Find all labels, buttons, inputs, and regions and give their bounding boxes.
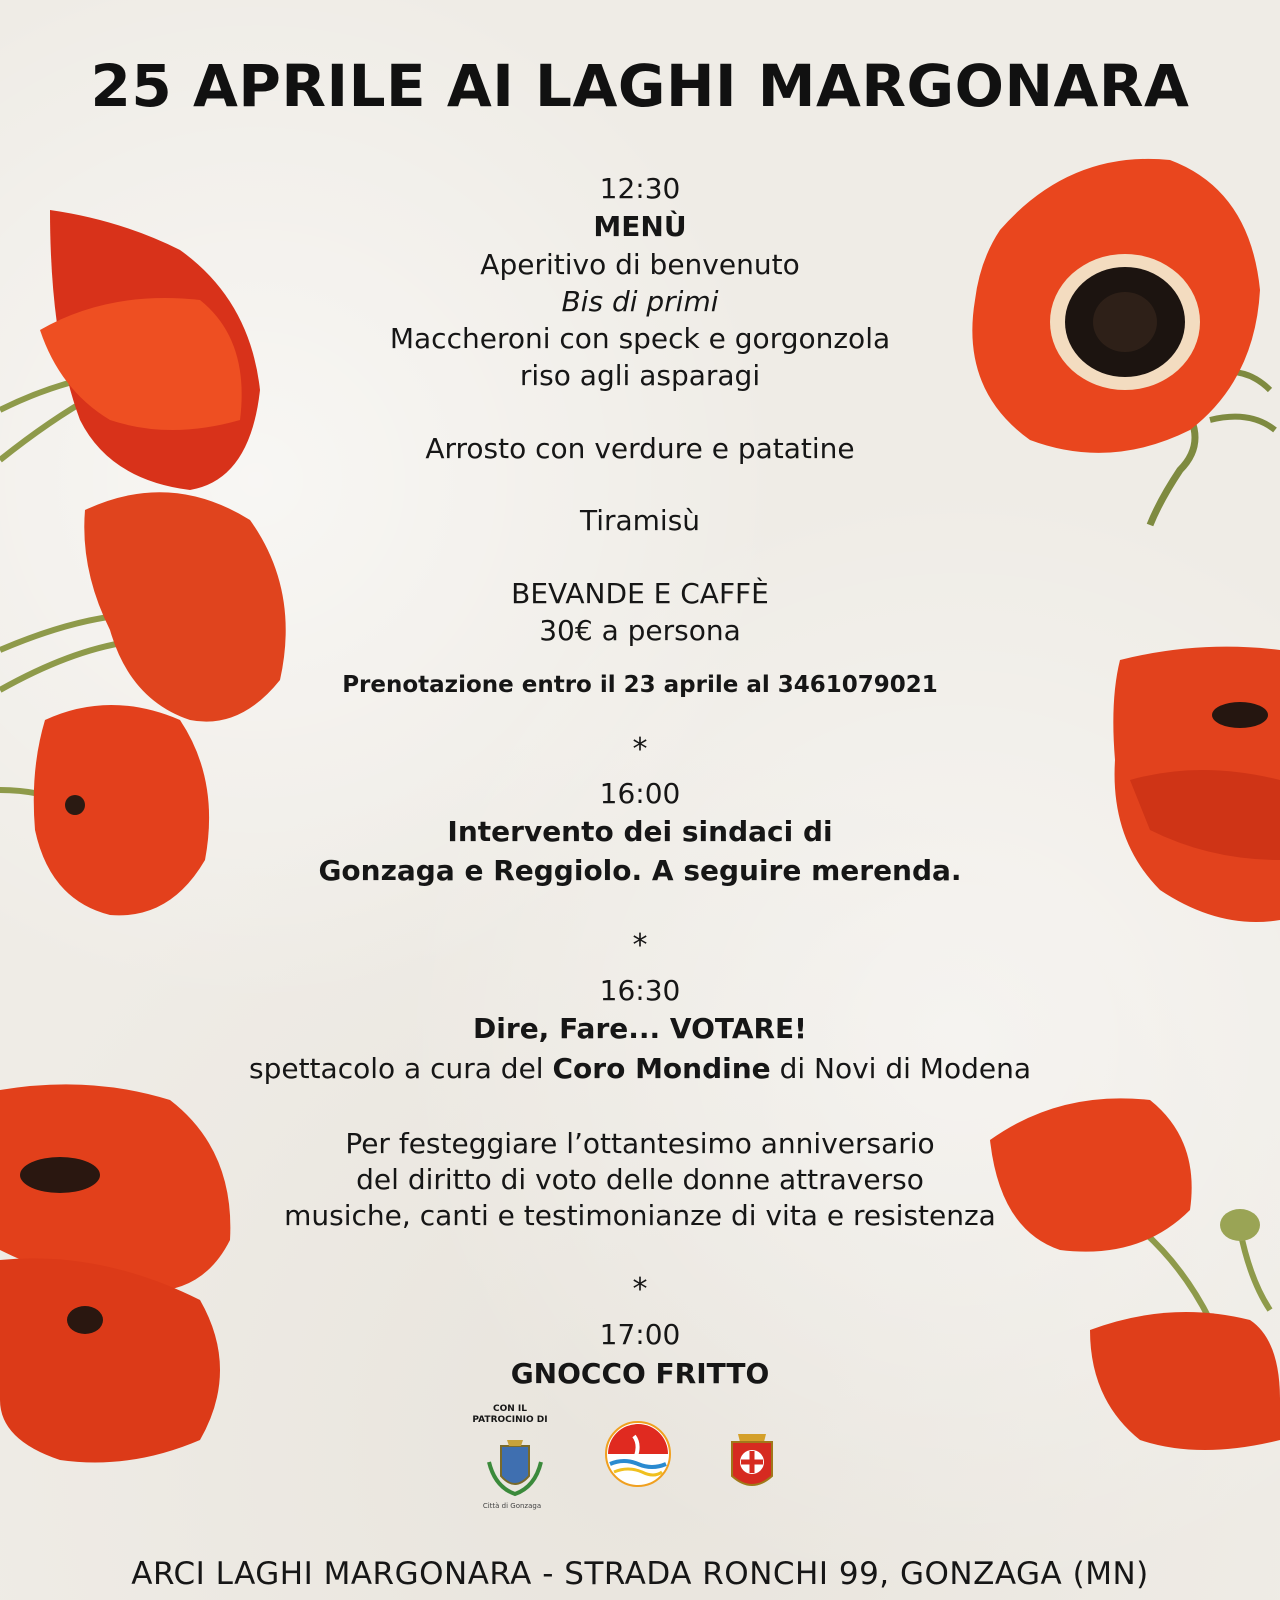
menu-item: Tiramisù xyxy=(579,504,701,537)
snack-time: 17:00 xyxy=(599,1318,681,1351)
speech-time: 16:00 xyxy=(599,777,681,810)
show-time: 16:30 xyxy=(599,974,681,1007)
speech-line: Gonzaga e Reggiolo. A seguire merenda. xyxy=(318,854,962,887)
menu-item: Aperitivo di benvenuto xyxy=(480,248,800,281)
snack-title: GNOCCO FRITTO xyxy=(510,1357,770,1390)
menu-item: Maccheroni con speck e gorgonzola xyxy=(389,322,891,355)
separator: * xyxy=(632,1272,648,1307)
price: 30€ a persona xyxy=(539,614,741,647)
city-label: Città di Gonzaga xyxy=(482,1502,542,1510)
show-title: Dire, Fare... VOTARE! xyxy=(473,1012,807,1045)
show-paragraph-line: del diritto di voto delle donne attraverso xyxy=(356,1163,924,1196)
menu-heading: MENÙ xyxy=(593,210,687,243)
footer-address: ARCI LAGHI MARGONARA - STRADA RONCHI 99, GONZAGA (MN) xyxy=(131,1556,1149,1592)
patronage-label: CON IL PATROCINIO DI xyxy=(472,1404,548,1425)
show-paragraph-line: musiche, canti e testimonianze di vita e resistenza xyxy=(284,1199,996,1232)
patronage-logos xyxy=(470,1404,810,1514)
page-title: 25 APRILE AI LAGHI MARGONARA xyxy=(90,52,1190,120)
show-desc-post: di Novi di Modena xyxy=(770,1052,1031,1085)
separator: * xyxy=(632,928,648,963)
reggiolo-crest-icon xyxy=(718,1424,788,1504)
separator: * xyxy=(632,732,648,767)
show-desc-pre: spettacolo a cura del xyxy=(248,1052,553,1085)
menu-item: riso agli asparagi xyxy=(519,359,761,392)
lunch-time: 12:30 xyxy=(599,172,681,205)
speech-line: Intervento dei sindaci di xyxy=(447,815,833,848)
gonzaga-crest-icon xyxy=(475,1432,555,1502)
choir-name: Coro Mondine xyxy=(552,1052,771,1085)
menu-item: Bis di primi xyxy=(561,285,719,318)
show-description xyxy=(0,1050,1280,1087)
booking-info: Prenotazione entro il 23 aprile al 3461079021 xyxy=(342,672,938,698)
menu-item: Arrosto con verdure e patatine xyxy=(425,432,855,465)
laghi-margonara-logo-icon xyxy=(598,1414,678,1494)
show-paragraph-line: Per festeggiare l’ottantesimo anniversario xyxy=(345,1127,935,1160)
menu-item: BEVANDE E CAFFÈ xyxy=(511,577,769,610)
